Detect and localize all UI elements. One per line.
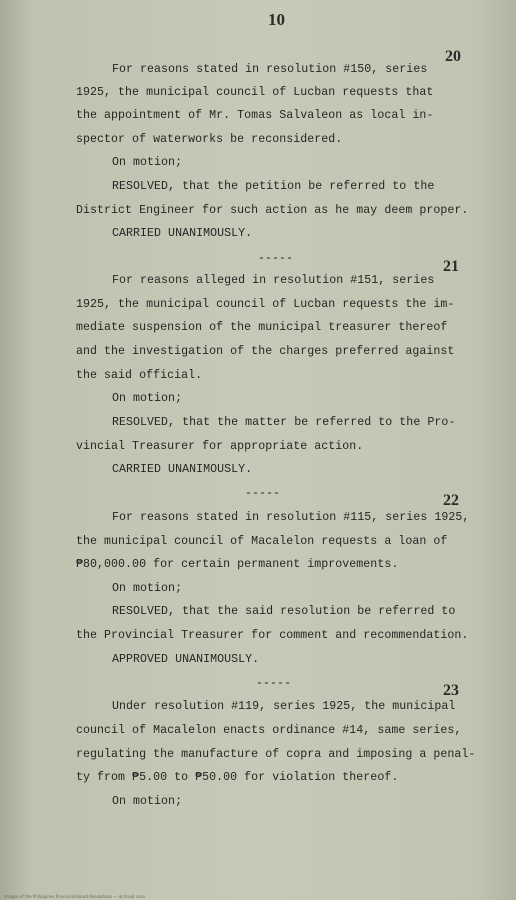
text-line: CARRIED UNANIMOUSLY. <box>112 463 253 476</box>
text-line: On motion; <box>112 392 183 405</box>
text-line: the municipal council of Macalelon requests a loan of <box>76 535 448 548</box>
scan-footer: Images of the Philippines Provincial Board Resolutions — archival scan <box>4 894 146 899</box>
text-line: 1925, the municipal council of Lucban requests the im- <box>76 298 455 311</box>
text-line: ₱80,000.00 for certain permanent improvements. <box>76 558 399 571</box>
separator: ----- <box>256 677 292 690</box>
text-line: 1925, the municipal council of Lucban requests that <box>76 86 434 99</box>
text-line: For reasons stated in resolution #150, series <box>112 63 428 76</box>
text-line: and the investigation of the charges preferred against <box>76 345 455 358</box>
text-line: vincial Treasurer for appropriate action. <box>76 440 364 453</box>
text-line: RESOLVED, that the petition be referred to the <box>112 180 435 193</box>
item-number: 23 <box>443 682 459 699</box>
item-number: 20 <box>445 48 461 65</box>
text-line: the appointment of Mr. Tomas Salvaleon as local in- <box>76 109 434 122</box>
item-number: 22 <box>443 492 459 509</box>
page-number: 10 <box>268 10 285 29</box>
text-line: For reasons alleged in resolution #151, series <box>112 274 435 287</box>
text-line: On motion; <box>112 582 183 595</box>
text-line: For reasons stated in resolution #115, series 1925, <box>112 511 470 524</box>
text-line: On motion; <box>112 795 183 808</box>
separator: ----- <box>258 252 294 265</box>
text-line: mediate suspension of the municipal treasurer thereof <box>76 321 448 334</box>
text-line: the Provincial Treasurer for comment and recommendation. <box>76 629 469 642</box>
text-line: the said official. <box>76 369 203 382</box>
separator: ----- <box>245 487 281 500</box>
text-line: RESOLVED, that the said resolution be referred to <box>112 605 456 618</box>
text-line: council of Macalelon enacts ordinance #14, same series, <box>76 724 462 737</box>
text-line: spector of waterworks be reconsidered. <box>76 133 343 146</box>
text-line: CARRIED UNANIMOUSLY. <box>112 227 253 240</box>
text-line: APPROVED UNANIMOUSLY. <box>112 653 260 666</box>
text-line: ty from ₱5.00 to ₱50.00 for violation thereof. <box>76 771 399 784</box>
item-number: 21 <box>443 258 459 275</box>
text-line: On motion; <box>112 156 183 169</box>
text-line: District Engineer for such action as he may deem proper. <box>76 204 469 217</box>
text-line: regulating the manufacture of copra and imposing a penal- <box>76 748 476 761</box>
text-line: RESOLVED, that the matter be referred to the Pro- <box>112 416 456 429</box>
text-line: Under resolution #119, series 1925, the municipal <box>112 700 456 713</box>
